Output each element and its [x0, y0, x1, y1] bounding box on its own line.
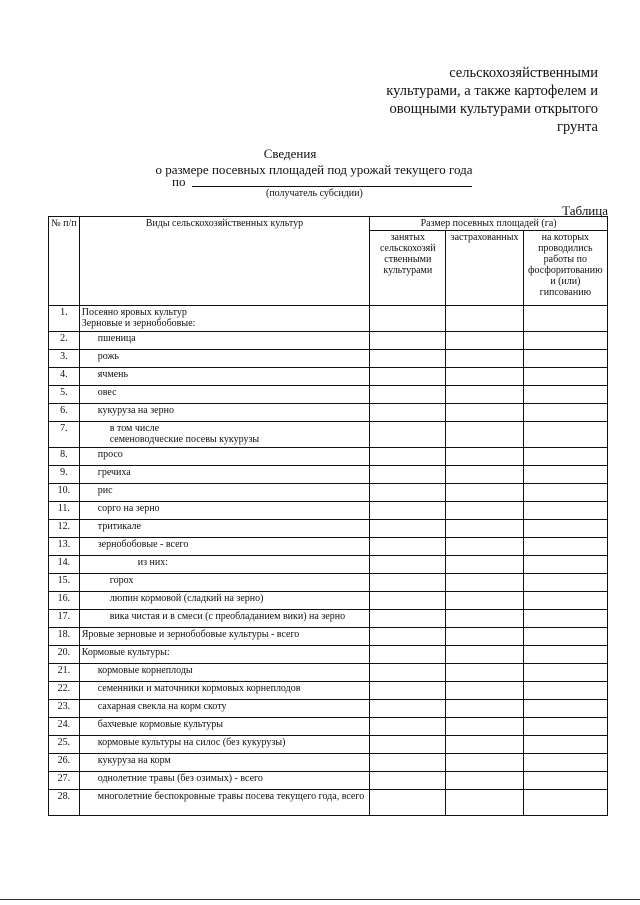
- table-row: [49, 502, 608, 520]
- area-cell[interactable]: [370, 350, 446, 368]
- row-number: 15.: [49, 574, 80, 592]
- table-row: [49, 772, 608, 790]
- area-cell[interactable]: [523, 664, 607, 682]
- table-row: [49, 538, 608, 556]
- header-line-3: овощными культурами открытого: [389, 101, 598, 117]
- area-cell[interactable]: [446, 790, 523, 816]
- title-line-1: Сведения: [263, 146, 317, 161]
- row-number: 25.: [49, 736, 80, 754]
- table-row: [49, 448, 608, 466]
- crop-name: семенники и маточники кормовых корнеплодов: [79, 682, 369, 700]
- area-cell[interactable]: [523, 422, 607, 448]
- row-number: 2.: [49, 332, 80, 350]
- area-cell[interactable]: [523, 306, 607, 332]
- area-cell[interactable]: [370, 736, 446, 754]
- area-cell[interactable]: [370, 448, 446, 466]
- page-bottom-line: [0, 899, 640, 900]
- crop-name: тритикале: [79, 520, 369, 538]
- area-cell[interactable]: [523, 484, 607, 502]
- row-number: 12.: [49, 520, 80, 538]
- table-row: [49, 718, 608, 736]
- area-cell[interactable]: [446, 574, 523, 592]
- row-number: 7.: [49, 422, 80, 448]
- table-row: [49, 368, 608, 386]
- crop-name: кукуруза на зерно: [79, 404, 369, 422]
- table-row: [49, 592, 608, 610]
- area-cell[interactable]: [370, 628, 446, 646]
- area-cell[interactable]: [446, 368, 523, 386]
- subcol-phosphorite: на которых проводились работы по фосфоритованию и (или) гипсованию: [523, 231, 607, 306]
- recipient-note: (получатель субсидии): [266, 188, 363, 199]
- area-cell[interactable]: [446, 520, 523, 538]
- row-number: 17.: [49, 610, 80, 628]
- row-number: 1.: [49, 306, 80, 332]
- col-name-header: Виды сельскохозяйственных культур: [79, 217, 369, 306]
- area-cell[interactable]: [523, 520, 607, 538]
- header-line-1: сельскохозяйственными: [449, 65, 598, 81]
- area-cell[interactable]: [523, 332, 607, 350]
- row-number: 9.: [49, 466, 80, 484]
- area-cell[interactable]: [523, 556, 607, 574]
- area-cell[interactable]: [446, 332, 523, 350]
- area-cell[interactable]: [523, 368, 607, 386]
- table-row: [49, 628, 608, 646]
- row-number: 26.: [49, 754, 80, 772]
- area-cell[interactable]: [446, 404, 523, 422]
- crop-name: сахарная свекла на корм скоту: [79, 700, 369, 718]
- area-cell[interactable]: [370, 646, 446, 664]
- table-row: [49, 700, 608, 718]
- area-cell[interactable]: [523, 718, 607, 736]
- row-number: 5.: [49, 386, 80, 404]
- area-cell[interactable]: [370, 332, 446, 350]
- area-cell[interactable]: [446, 556, 523, 574]
- row-number: 13.: [49, 538, 80, 556]
- area-cell[interactable]: [446, 628, 523, 646]
- table-row: [49, 386, 608, 404]
- area-cell[interactable]: [446, 484, 523, 502]
- table-row: [49, 332, 608, 350]
- header-line-2: культурами, а также картофелем и: [386, 83, 598, 99]
- crop-name: пшеница: [79, 332, 369, 350]
- area-cell[interactable]: [446, 754, 523, 772]
- area-cell[interactable]: [523, 790, 607, 816]
- area-cell[interactable]: [370, 664, 446, 682]
- crop-name: просо: [79, 448, 369, 466]
- table-row: [49, 404, 608, 422]
- recipient-field: [172, 174, 185, 190]
- table-row: [49, 736, 608, 754]
- area-cell[interactable]: [523, 386, 607, 404]
- area-cell[interactable]: [370, 682, 446, 700]
- row-number: 27.: [49, 772, 80, 790]
- area-cell[interactable]: [370, 422, 446, 448]
- area-cell[interactable]: [523, 538, 607, 556]
- area-cell[interactable]: [523, 466, 607, 484]
- area-cell[interactable]: [370, 772, 446, 790]
- area-cell[interactable]: [446, 736, 523, 754]
- crop-name: Кормовые культуры:: [79, 646, 369, 664]
- area-cell[interactable]: [370, 610, 446, 628]
- row-number: 8.: [49, 448, 80, 466]
- row-number: 28.: [49, 790, 80, 816]
- crop-name: бахчевые кормовые культуры: [79, 718, 369, 736]
- table-row: [49, 790, 608, 816]
- area-cell[interactable]: [370, 556, 446, 574]
- area-cell[interactable]: [446, 422, 523, 448]
- area-cell[interactable]: [370, 306, 446, 332]
- area-cell[interactable]: [523, 700, 607, 718]
- table-row: [49, 484, 608, 502]
- crop-name: вика чистая и в смеси (с преобладанием вики) на зерно: [79, 610, 369, 628]
- area-cell[interactable]: [446, 466, 523, 484]
- row-number: 14.: [49, 556, 80, 574]
- area-cell[interactable]: [523, 682, 607, 700]
- crop-name: рис: [79, 484, 369, 502]
- row-number: 6.: [49, 404, 80, 422]
- area-cell[interactable]: [446, 592, 523, 610]
- row-number: 16.: [49, 592, 80, 610]
- area-cell[interactable]: [523, 646, 607, 664]
- area-cell[interactable]: [446, 772, 523, 790]
- table-row: [49, 306, 608, 332]
- area-cell[interactable]: [370, 386, 446, 404]
- area-cell[interactable]: [370, 538, 446, 556]
- area-cell[interactable]: [446, 448, 523, 466]
- area-cell[interactable]: [370, 404, 446, 422]
- subcol-occupied: занятых сельскохозяй ственными культурами: [370, 231, 446, 306]
- area-cell[interactable]: [370, 718, 446, 736]
- area-cell[interactable]: [523, 772, 607, 790]
- row-number: 18.: [49, 628, 80, 646]
- crop-name: кормовые корнеплоды: [79, 664, 369, 682]
- area-cell[interactable]: [523, 404, 607, 422]
- table-row: [49, 556, 608, 574]
- area-cell[interactable]: [446, 538, 523, 556]
- table-row: [49, 422, 608, 448]
- table-caption: Таблица: [562, 203, 608, 218]
- area-cell[interactable]: [446, 682, 523, 700]
- table-row: [49, 754, 608, 772]
- table-row: [49, 466, 608, 484]
- area-cell[interactable]: [370, 700, 446, 718]
- crop-name: сорго на зерно: [79, 502, 369, 520]
- area-cell[interactable]: [446, 386, 523, 404]
- row-number: 4.: [49, 368, 80, 386]
- recipient-blank-line: [192, 186, 472, 187]
- area-cell[interactable]: [446, 502, 523, 520]
- area-cell[interactable]: [370, 484, 446, 502]
- crop-name: однолетние травы (без озимых) - всего: [79, 772, 369, 790]
- crop-name: зернобобовые - всего: [79, 538, 369, 556]
- area-cell[interactable]: [370, 754, 446, 772]
- row-number: 22.: [49, 682, 80, 700]
- row-number: 20.: [49, 646, 80, 664]
- area-cell[interactable]: [446, 718, 523, 736]
- crop-name: в том числе семеноводческие посевы кукурузы: [79, 422, 369, 448]
- table-row: [49, 520, 608, 538]
- document-title: [0, 146, 640, 178]
- area-cell[interactable]: [523, 448, 607, 466]
- crop-name: кукуруза на корм: [79, 754, 369, 772]
- area-cell[interactable]: [523, 736, 607, 754]
- crop-name: люпин кормовой (сладкий на зерно): [79, 592, 369, 610]
- crop-area-table: [48, 216, 608, 816]
- header-line-4: грунта: [557, 119, 598, 135]
- crop-name: горох: [79, 574, 369, 592]
- row-number: 21.: [49, 664, 80, 682]
- table-row: [49, 682, 608, 700]
- area-cell[interactable]: [523, 628, 607, 646]
- area-cell[interactable]: [370, 592, 446, 610]
- crop-name: Яровые зерновые и зернобобовые культуры - всего: [79, 628, 369, 646]
- table-row: [49, 350, 608, 368]
- area-cell[interactable]: [523, 350, 607, 368]
- crop-name: Посеяно яровых культур Зерновые и зернобобовые:: [79, 306, 369, 332]
- col-group-header: Размер посевных площадей (га): [370, 217, 608, 231]
- crop-name: рожь: [79, 350, 369, 368]
- area-cell[interactable]: [523, 610, 607, 628]
- area-cell[interactable]: [446, 306, 523, 332]
- area-cell[interactable]: [523, 574, 607, 592]
- area-cell[interactable]: [370, 790, 446, 816]
- area-cell[interactable]: [523, 592, 607, 610]
- crop-name: многолетние беспокровные травы посева текущего года, всего: [79, 790, 369, 816]
- area-cell[interactable]: [370, 520, 446, 538]
- area-cell[interactable]: [370, 466, 446, 484]
- area-cell[interactable]: [446, 664, 523, 682]
- row-number: 10.: [49, 484, 80, 502]
- area-cell[interactable]: [370, 368, 446, 386]
- area-cell[interactable]: [523, 502, 607, 520]
- table-row: [49, 610, 608, 628]
- row-number: 24.: [49, 718, 80, 736]
- row-number: 23.: [49, 700, 80, 718]
- row-number: 3.: [49, 350, 80, 368]
- crop-name: ячмень: [79, 368, 369, 386]
- crop-name: из них:: [79, 556, 369, 574]
- subcol-insured: застрахованных: [446, 231, 523, 306]
- area-cell[interactable]: [446, 610, 523, 628]
- col-num-header: № п/п: [49, 217, 80, 306]
- title-line-2: о размере посевных площадей под урожай текущего года: [155, 162, 473, 177]
- crop-name: кормовые культуры на силос (без кукурузы): [79, 736, 369, 754]
- table-row: [49, 574, 608, 592]
- table-row: [49, 664, 608, 682]
- by-label: по: [172, 174, 186, 189]
- area-cell[interactable]: [370, 502, 446, 520]
- table-row: [49, 646, 608, 664]
- document-header: [386, 64, 598, 136]
- area-cell[interactable]: [523, 754, 607, 772]
- crop-name: гречиха: [79, 466, 369, 484]
- area-cell[interactable]: [446, 700, 523, 718]
- area-cell[interactable]: [370, 574, 446, 592]
- table-body: [49, 306, 608, 816]
- row-number: 11.: [49, 502, 80, 520]
- area-cell[interactable]: [446, 350, 523, 368]
- crop-name: овес: [79, 386, 369, 404]
- area-cell[interactable]: [446, 646, 523, 664]
